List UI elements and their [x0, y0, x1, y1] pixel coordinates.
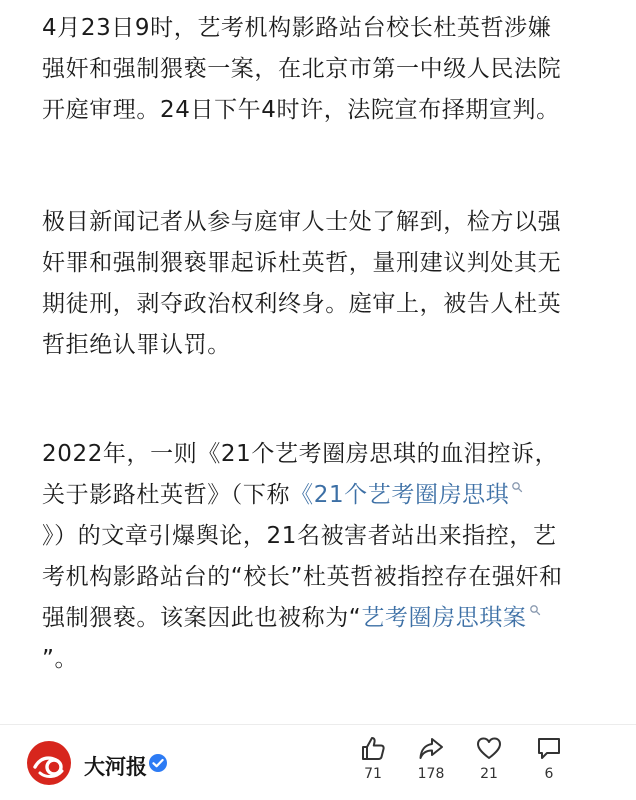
publisher-logo-icon[interactable]: [26, 740, 72, 786]
share-count: 178: [417, 766, 445, 782]
paragraph-line: 考机构影路站台的“校长”杜英哲被指控存在强奸和: [42, 564, 563, 590]
paragraph-line: 4月23日9时，艺考机构影路站台校长杜英哲涉嫌: [42, 15, 552, 41]
publisher-name[interactable]: 大河报: [84, 755, 147, 779]
paragraph-line: [42, 598, 602, 639]
comment-bubble-icon: [535, 734, 563, 762]
footer-divider: [0, 724, 636, 725]
search-link-article-title[interactable]: 《21个艺考圈房思琪: [290, 482, 510, 508]
action-bar: [0, 726, 636, 800]
paragraph-line: 开庭审理。24日下午4时许，法院宣布择期宣判。: [42, 97, 560, 123]
share-button[interactable]: [406, 734, 456, 782]
paragraph-text: 强制猥亵。该案因此也被称为“: [42, 605, 362, 631]
comment-button[interactable]: [524, 734, 574, 782]
search-link-case-name[interactable]: 艺考圈房思琪案: [361, 605, 527, 631]
paragraph-line: 极目新闻记者从参与庭审人士处了解到，检方以强: [42, 209, 562, 235]
paragraph-line: ”。: [42, 646, 79, 672]
paragraph-1: [42, 8, 602, 131]
paragraph-line: 期徒刑，剥夺政治权利终身。庭审上，被告人杜英: [42, 291, 562, 317]
paragraph-line: [42, 475, 602, 516]
verified-badge-icon: [148, 753, 168, 773]
paragraph-line: 2022年，一则《21个艺考圈房思琪的血泪控诉，: [42, 441, 559, 467]
paragraph-line: 奸罪和强制猥亵罪起诉杜英哲，量刑建议判处其无: [42, 250, 562, 276]
thumbs-up-icon: [359, 734, 387, 762]
share-arrow-icon: [417, 734, 445, 762]
paragraph-3: [42, 434, 602, 680]
paragraph-line: 强奸和强制猥亵一案，在北京市第一中级人民法院: [42, 56, 562, 82]
paragraph-text: 关于影路杜英哲》（下称: [42, 482, 291, 508]
favorite-count: 21: [480, 766, 498, 782]
heart-icon: [475, 734, 503, 762]
comment-count: 6: [544, 766, 554, 782]
like-count: 71: [364, 766, 382, 782]
like-button[interactable]: [348, 734, 398, 782]
search-icon[interactable]: [529, 604, 541, 616]
paragraph-line: 哲拒绝认罪认罚。: [42, 332, 231, 358]
favorite-button[interactable]: [464, 734, 514, 782]
paragraph-line: 》）的文章引爆舆论，21名被害者站出来指控，艺: [42, 523, 557, 549]
paragraph-2: [42, 202, 602, 366]
search-icon[interactable]: [511, 481, 523, 493]
